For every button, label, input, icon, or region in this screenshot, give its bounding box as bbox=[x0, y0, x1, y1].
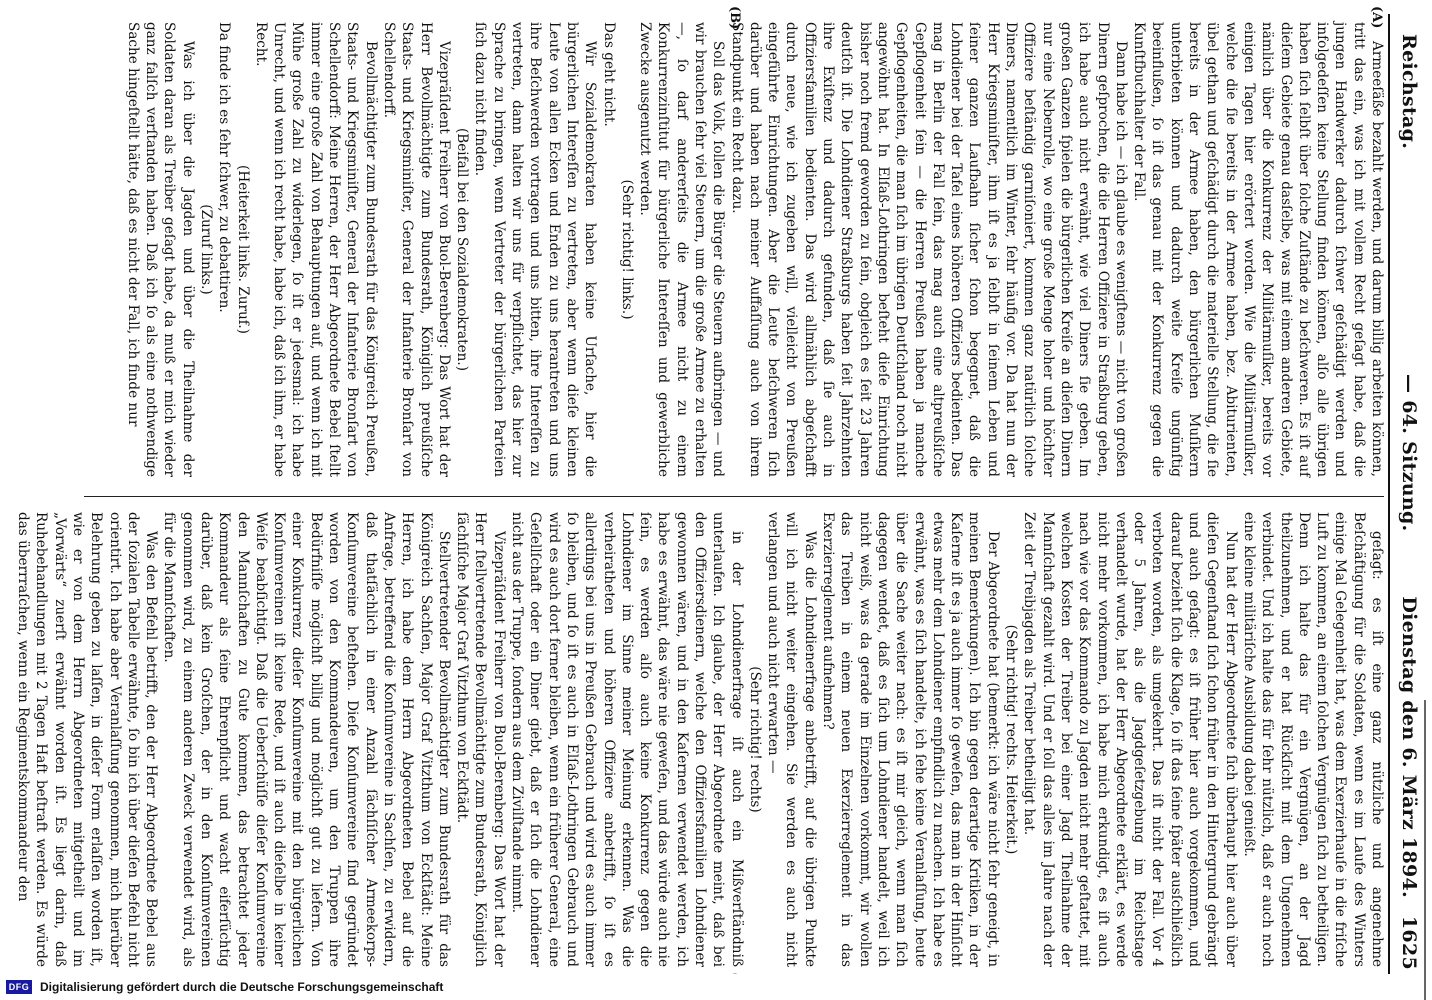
paragraph: in der Lohndienerfrage iſt auch ein Mißverſtändniß unterlaufen. Ich glaube, der Herr Abgeordnete meint, daß bei den Offiziersdienern, welche den Offiziersfamilien Lohndiener gewonnen wären, und in den Kaſernen verwendet werden, ich habe es erwähnt, das wäre nie geweſen, und das würde auch nie ſein, es werden alſo auch keine Konkurrenz gegen die Lohndiener im Sinne meiner Meinung erkennen. Was die verheiratheten und höheren Offiziere anbetrifft, ſo iſt es allerdings bei uns in Preußen Gebrauch und wird es auch immer ſo bleiben, und ſo iſt es auch in Elſaß-Lothringen Gebrauch und wird es auch dort ferner bleiben, wenn ein früherer General, eine Geſellſchaft oder ein Diner giebt, daß er ſich die Lohndiener nicht aus der Truppe, ſondern aus dem Zivilſtande nimmt. bbox=[509, 512, 745, 967]
stage-direction: (Zuruf links.) bbox=[198, 204, 214, 295]
stage-direction: (Sehr richtig! rechts) bbox=[746, 666, 763, 813]
header-left: Reichstag. bbox=[1398, 34, 1420, 150]
digitization-footer bbox=[0, 974, 1432, 1000]
stage-direction: (Heiterkeit links. Zuruf.) bbox=[234, 165, 251, 334]
paragraph: Armeeſäße bezahlt werden, und darum billig arbeiten können, tritt das ein, was ich mit vollem Recht geſagt habe, daß die jungen Handwerker dadurch ſchwer geſchädigt werden und infolgedeſſen keine Stellung finden können, alſo alle übrigen haben ſich ſelbſt über ſolche Zuſtände zu beſchweren. Es iſt auf dieſem Gebiete genau dasſelbe, was mit einem anderen Gebiete, nämlich über die Konkurrenz der Militärmuſiker, bereits vor einigen Tagen hier erörtert worden. Wie die Militärmuſiker, welche die ſie bereits in der Armee haben, bez. Abiturienten, übel gethan und geſchädigt durch die materielle Stellung, die ſie bereits in der Armee haben, den bürgerlichen Muſikern unterbieten können und dadurch weite Kreiſe ungünſtig beeinflußen, ſo iſt das genau mit der Konkurrenz gegen die Kunſtfbuchhalter der Fall. bbox=[1131, 22, 1385, 477]
header-date: Dienstag den 6. März 1894. bbox=[1398, 596, 1420, 898]
paragraph: Der Abgeordnete hat (bemerkt: ich wäre nicht ſehr geneigt, in meinen Bemerkungen). Ich bin gegen derartige Kritiken, in der Kaſerne iſt es ja auch immer ſo geweſen, das man in der Hinſicht etwas mehr dem Lohndiener empfindlich zu machen. Ich habe es erwähnt, was es ſich handelte, ich ſehe keine Veranlaſſung, heute über die Sache weiter nach: es iſt mir gleich, wenn man ſich dagegen wendet, daß es ſich um Lohndiener handelt, weil ich nicht weiß, was da gerade im Einzelnen vorkommt, wir wollen das Treiben in einem neuen Exerzierreglement in das Exerzierreglement aufnehmen? bbox=[820, 512, 1001, 967]
paragraph: Soll das Volk, ſollen die Bürger die Steuern aufbringen — und wir brauchen ſehr viel Steuern, um die große Armee zu erhalten —, ſo darf andererſeits die Armee nicht zu einem Konkurrenzinſtitut für bürgerliche Intereſſen und gewerbliche Zwecke ausgenutzt werden. bbox=[637, 22, 727, 477]
paragraph: Wir Sozialdemokraten haben keine Urſache, hier die bürgerlichen Intereſſen zu vertreten, aber wenn dieſe kleinen Leute von allen Ecken und Enden zu uns herantreten und uns ihre Beſchwerden vortragen und uns bitten, ihre Intereſſen zu vertreten, dann halten wir uns für verpflichtet, das hier zur Sprache zu bringen, wenn Vertreter der bürgerlichen Parteien ſich dazu nicht finden. bbox=[472, 22, 599, 477]
dfg-logo: DFG bbox=[6, 980, 32, 994]
paragraph: Vizepräſident Freiherr von Buol-Berenberg: Das Wort hat der Herr ſtellvertretende Bevollmächtigte zum Bundesrath, Königlich ſächſiſche Major Graf Vitzthum von Eckſtädt. bbox=[454, 512, 507, 967]
footer-credit-text: Digitalisierung gefördert durch die Deutsche Forschungsgemeinschaft bbox=[40, 980, 444, 994]
paragraph: Was ich über die Jagden und über die Theilnahme der Soldaten daran als Treiber geſagt habe, da muß er mich wieder ganz falſch verſtanden haben. Daß ich ſo als eine nothwendige Sache hingeſtellt hätte, daß es nicht der Fall, ich finde nur bbox=[124, 22, 196, 477]
margin-mark-b: (B) bbox=[727, 6, 742, 30]
left-text-column bbox=[76, 22, 1386, 477]
header-session: — 64. Sitzung. bbox=[1398, 374, 1420, 532]
paragraph: Das geht nicht. bbox=[600, 22, 617, 127]
paragraph: Was den Befehl betrifft, den der Herr Abgeordnete Bebel aus der ſozialen Tabelle erwähnte, ſo bin ich über dieſen Befehl nicht orientirt. Ich habe aber Veranlaſſung genommen, mich hierüber Belehrung geben zu laſſen, in dieſer Form erlaſſen worden iſt, wie er von dem Herrn Abgeordneten mitgetheilt und im „Vorwärts“ zuerſt erwähnt worden iſt. Es liegt darin, daß Ruhebehandlungen mit 2 Tagen Haft beſtraft werden. Es würde das überrraſchen, wenn ein Regimentskommandeur den bbox=[15, 512, 160, 967]
margin-mark-a: (A) bbox=[1369, 6, 1384, 29]
right-text-column bbox=[15, 512, 1386, 967]
paragraph: geſagt: es iſt eine ganz nützliche und angenehme Beſchäftigung für die Soldaten, wenn es im Laufe des Winters einige Mal Gelegenheit hat, was dem Exerzierhauſe in die friſche Luft zu kommen, an einem ſolchen Vergnügen ſich zu betheiligen. Denn ich halte das für ein Vergnügen, an der Jagd theilzunehmen, und er hat Rückſicht mit dem Ungenehmen verbindet. Und ich halte das für ſehr nützlich, daß er auch noch eine kleine militäriſche Ausbildung dabei genießt. bbox=[1240, 512, 1385, 967]
paragraph: Stellvertretender Bevollmächtigter zum Bundesrath für das Königreich Sachſen, Major Graf Vitzthum von Eckſtädt: Meine Herren, ich habe dem Herrn Abgeordneten Bebel auf die Anfrage, betreffend die Konſumvereine in Sachſen, zu erwidern, daß thatſächlich in einer Anzahl ſächſiſcher Armeekorps-Konſumvereine beſtehen. Dieſe Konſumvereine ſind gegründet worden von den Kommandeuren, um den Truppen ihre Bedürfniſſe möglichſt billig und möglichſt gut zu liefern. Von einer Konkurrenz dieſer Konſumvereine mit den bürgerlichen Konſumvereinen iſt keine Rede, und iſt auch dieſelbe in keiner Weiſe beabſichtigt. Daß die Ueberſchüſſe dieſer Konſumvereine den Mannſchaften zu Gute kommen, das betrachtet jeder Kommandeur als ſeine Ehrenpflicht und wacht eiferſüchtig darüber, daß kein Groſchen, der in den Konſumvereinen genommen wird, zu einem anderen Zweck verwendet wird, als für die Mannſchaften. bbox=[161, 512, 452, 967]
edge-rule bbox=[1424, 700, 1426, 1000]
page-number: 1625 bbox=[1398, 915, 1420, 970]
paragraph: Bevollmächtigter zum Bundesrath für das Königreich Preußen, Staats- und Kriegsminiſter, General der Infanterie Bronſart von Schellendorff: Meine Herren, der Herr Abgeordnete Bebel ſtellt immer eine große Zahl von Behauptungen auf, und wenn ich mit Mühe große Zahl zu widerlegen, ſo iſt er jedesmal: ich habe Unrecht, und wenn ich recht habe, habe ich, daß ich ihm, er habe Recht. bbox=[252, 22, 379, 477]
page-header bbox=[1388, 14, 1424, 978]
paragraph: Nun hat der Herr Abgeordnete ſich überhaupt hier auch über dieſen Gegenſtand ſich ſchon früher in den Hintergrund gebrängt und auch geſagt: es iſt früher hier auch vorgekommen, und darauf bezieht ſich die Klage, ſo iſt das ſeine ſpäter ausſchließlich verboten worden, als umgekehrt. Das iſt nicht der Fall. Vor 4 oder 5 Jahren, als die Jagdgeſetzgebung im Reichstage verhandelt wurde, hat der Herr Abgeordnete erklärt, es werde nicht mehr vorkommen, ich habe mich erkundigt, es iſt auch nach wie vor das Kommando zu Jagden nicht mehr geſtattet, mit welchen Kosten der Treiber bei einer Jagd Theilnahme der Mannſchaft gezahlt wird. Und er ſoll das alles im Jahre nach der Zeit der Treibjagden als Treiber betheiligt hat. bbox=[1021, 512, 1239, 967]
paragraph: Vizepräſident Freiherr von Buol-Berenberg: Das Wort hat der Herr Bevollmächtigte zum Bundesrath, Königlich preußiſche Staats- und Kriegsminiſter, General der Infanterie Bronſart von Schellendorff. bbox=[380, 22, 452, 477]
stage-direction: (Beifall bei den Sozialdemokraten.) bbox=[454, 127, 471, 372]
paragraph: Da finde ich es ſehr ſchwer, zu debattiren. bbox=[216, 22, 233, 313]
column-divider bbox=[84, 496, 1384, 497]
stage-direction: (Sehr richtig! rechts. Heiterkeit.) bbox=[1003, 624, 1020, 855]
stage-direction: (Sehr richtig! links.) bbox=[618, 179, 635, 320]
paragraph: Was die Lohndienerfrage anbetrifft, auf die übrigen Punkte will ich nicht weiter eingehen. Sie werden es auch nicht verlangen und auch nicht erwarten — bbox=[765, 512, 818, 967]
paragraph: Dann habe ich — ich glaube es wenigſtens — nicht von großen Dinern geſprochen, die die Herren Offiziere in Straßburg geben, ich habe auch nicht erwähnt, wie viel Diners ſie geben. Im großen Ganzen ſpielen die bürgerlichen Kreiſe an dieſen Dinern nur eine Nebenrolle, wo eine große Menge hoher und höchſter Offiziere beſtändig garniſoniert, kommen ganz natürlich ſolche Diners, namentlich im Winter, ſehr häufig vor. Da hat nun der Herr Kriegsminiſter, ihm iſt es ja ſelbſt in ſeinem Leben und ſeiner ganzen Laufbahn ſicher ſchon begegnet, daß die Lohndiener bei der Tafel eines höheren Offiziers bedienten. Das mag in Berlin der Fall ſein, das mag auch eine altpreußiſche Gepflogenheit ſein — die Herren Preußen haben ja manche Gepflogenheiten, die man ſich im übrigen Deutſchland noch nicht angewöhnt hat. In Elſaß-Lothringen beſteht dieſe Einrichtung bisher noch fremd geworden zu ſein, obgleich es ſeit 23 Jahren deutſch iſt. Die Lohndiener Straßburgs haben ſeit Jahrzehnten ihre Exiſtenz und dadurch gefunden, daß ſie auch in Offiziersfamilien bedienten. Das wird allmählich abgeſchafft durch neue, wie ich zugeben will, vielleicht von Preußen eingeführte Einrichtungen. Aber die Leute beſchweren ſich darüber und haben nach meiner Auffaſſung auch von ihrem Standpunkt ein Recht dazu. bbox=[728, 22, 1129, 477]
